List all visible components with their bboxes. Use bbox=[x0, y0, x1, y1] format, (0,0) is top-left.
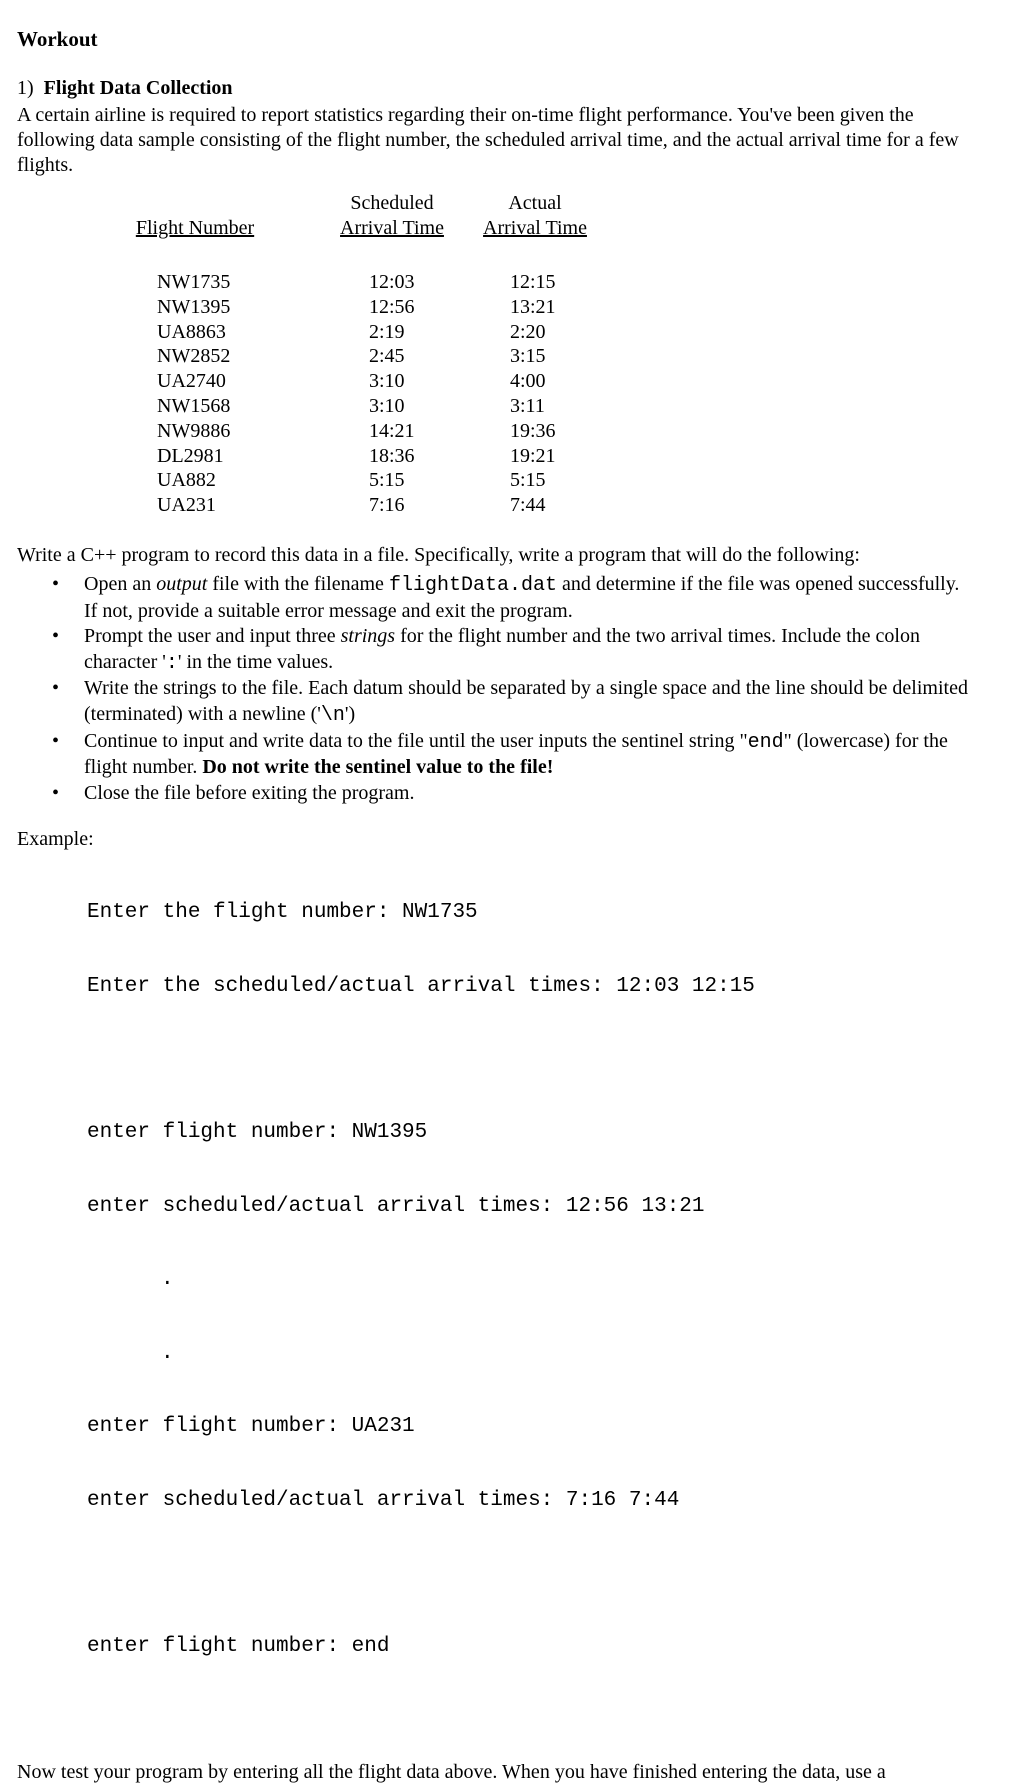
cell-scheduled: 12:03 bbox=[369, 271, 415, 293]
requirement-item: • Write the strings to the file. Each datum should be separated by a single space and the line should be delimited (terminated) with a newline ('\n') bbox=[52, 677, 968, 727]
cell-actual: 2:20 bbox=[510, 320, 546, 343]
column-scheduled bbox=[369, 270, 415, 518]
cell-actual: 4:00 bbox=[510, 370, 546, 393]
cell-scheduled: 18:36 bbox=[369, 444, 415, 467]
requirement-item: • Continue to input and write data to the file until the user inputs the sentinel string "end" (lowercase) for the flight number. Do not write the sentinel value to the file! bbox=[52, 729, 948, 779]
header-actual: Actual Arrival Time bbox=[483, 192, 587, 239]
console-line: enter scheduled/actual arrival times: 7:16 7:44 bbox=[87, 1488, 680, 1512]
cell-scheduled: 5:15 bbox=[369, 469, 405, 492]
cell-actual: 3:15 bbox=[510, 345, 546, 368]
final-paragraph: Now test your program by entering all the flight data above. When you have finished entering the data, use a bbox=[17, 1760, 886, 1783]
bullet-marker: • bbox=[52, 573, 60, 595]
cell-scheduled: 2:45 bbox=[369, 345, 405, 368]
cell-flight: NW9886 bbox=[157, 419, 231, 442]
cell-flight: UA231 bbox=[157, 494, 216, 517]
problem-title bbox=[17, 75, 977, 101]
console-ellipsis-dot: . bbox=[161, 1268, 174, 1292]
cell-scheduled: 7:16 bbox=[369, 494, 405, 517]
cell-scheduled: 14:21 bbox=[369, 419, 415, 442]
requirement-item: • Close the file before exiting the program. bbox=[17, 781, 977, 807]
inline-code: \n bbox=[320, 703, 345, 727]
cell-actual: 19:21 bbox=[510, 444, 556, 467]
example-label: Example: bbox=[17, 828, 94, 851]
console-gap bbox=[87, 1562, 977, 1586]
cell-scheduled: 2:19 bbox=[369, 320, 405, 343]
cell-actual: 5:15 bbox=[510, 469, 546, 492]
cell-scheduled: 3:10 bbox=[369, 394, 405, 417]
cell-flight: NW1735 bbox=[157, 271, 231, 293]
cell-flight: NW1568 bbox=[157, 394, 231, 417]
console-ellipsis-dot: . bbox=[161, 1341, 174, 1365]
cell-actual: 12:15 bbox=[510, 271, 556, 293]
requirements-list bbox=[17, 572, 977, 806]
problem-title-text: Flight Data Collection bbox=[43, 77, 233, 99]
header-scheduled: Scheduled Arrival Time bbox=[340, 192, 444, 239]
requirement-item: • Open an output file with the filename flightData.dat and determine if the file was opened successfully. If not, provide a suitable error message and exit the program. bbox=[52, 573, 960, 622]
console-line: Enter the scheduled/actual arrival times: 12:03 12:15 bbox=[87, 974, 755, 998]
cell-flight: NW2852 bbox=[157, 345, 231, 368]
cell-actual: 19:36 bbox=[510, 419, 556, 442]
cell-actual: 7:44 bbox=[510, 494, 546, 517]
console-line: enter flight number: end bbox=[87, 1635, 390, 1659]
cell-flight: UA882 bbox=[157, 469, 216, 492]
cell-flight: UA8863 bbox=[157, 320, 226, 343]
cell-flight: NW1395 bbox=[157, 295, 231, 318]
bullet-marker: • bbox=[52, 625, 60, 648]
cell-scheduled: 3:10 bbox=[369, 370, 405, 393]
cell-scheduled: 12:56 bbox=[369, 295, 415, 318]
bullet-marker: • bbox=[52, 729, 60, 752]
requirement-item: • Prompt the user and input three strings for the flight number and the two arrival times. Include the colon character ':' in the time values. bbox=[52, 625, 920, 675]
example-console bbox=[87, 852, 977, 1709]
task-lead: Write a C++ program to record this data in a file. Specifically, write a program that will do the following: bbox=[17, 544, 860, 566]
bullet-marker: • bbox=[52, 677, 60, 700]
inline-code: flightData.dat bbox=[388, 574, 557, 597]
column-actual bbox=[510, 270, 556, 518]
cell-flight: DL2981 bbox=[157, 444, 224, 467]
header-flight-number: Flight Number bbox=[135, 217, 255, 239]
cell-actual: 3:11 bbox=[510, 394, 545, 417]
sentinel-warning: Do not write the sentinel value to the file! bbox=[202, 756, 554, 779]
cell-flight: UA2740 bbox=[157, 370, 226, 393]
section-heading: Workout bbox=[17, 27, 98, 51]
console-gap bbox=[87, 1048, 977, 1072]
bullet-marker: • bbox=[52, 781, 60, 804]
console-line: enter scheduled/actual arrival times: 12:56 13:21 bbox=[87, 1194, 705, 1218]
console-line: Enter the flight number: NW1735 bbox=[87, 901, 478, 925]
cell-actual: 13:21 bbox=[510, 295, 556, 318]
console-line: enter flight number: NW1395 bbox=[87, 1121, 428, 1145]
inline-code: : bbox=[165, 651, 178, 675]
problem-intro: A certain airline is required to report statistics regarding their on-time flight performance. You've been given the following data sample consisting of the flight number, the scheduled arrival time, and the actual arrival time for a few flights. bbox=[17, 104, 959, 176]
console-line: enter flight number: UA231 bbox=[87, 1415, 415, 1439]
document-page bbox=[17, 25, 977, 1785]
problem-number: 1) bbox=[17, 77, 34, 99]
flight-data-table bbox=[17, 191, 977, 521]
column-flight-number bbox=[157, 270, 230, 518]
inline-code: end bbox=[747, 730, 784, 754]
